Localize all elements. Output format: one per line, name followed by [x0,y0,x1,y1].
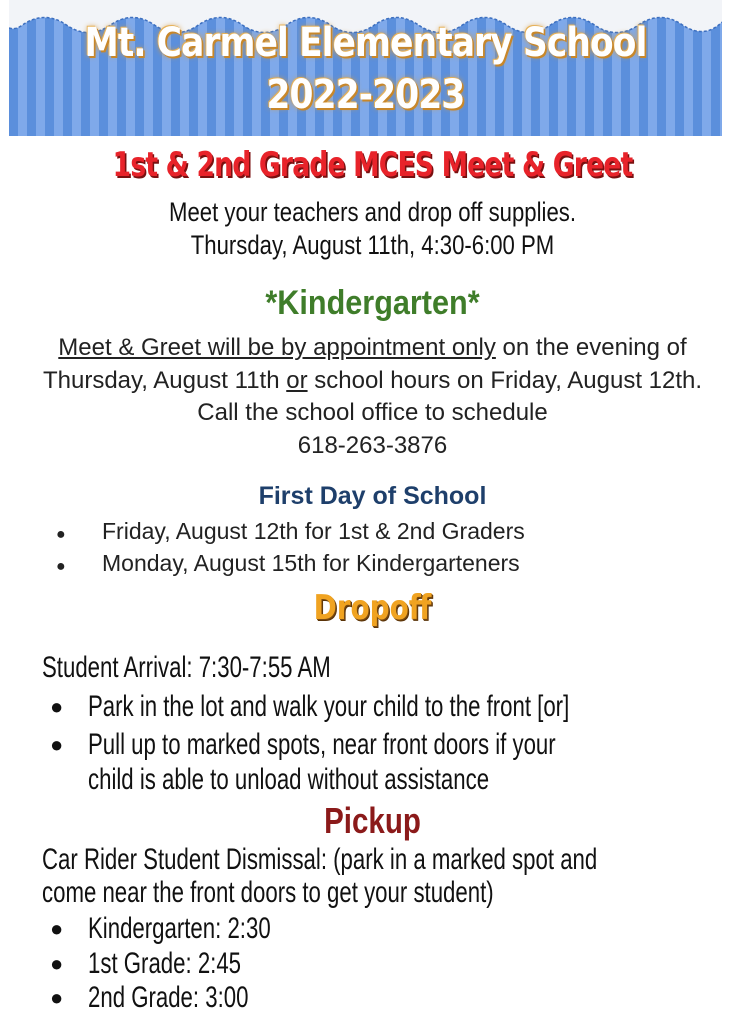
meet-greet-heading: 1st & 2nd Grade MCES Meet & Greet [112,145,633,185]
kindergarten-paragraph [40,332,705,462]
bullet-icon: ● [56,526,66,543]
or-text: or [286,366,308,394]
school-year-title: 2022-2023 [266,72,465,118]
bullet-icon: ● [50,694,64,720]
kindergarten-text-b: school hours on Friday, August 12th. Call the school office to schedule [197,366,703,426]
student-arrival-time: Student Arrival: 7:30-7:55 AM [42,651,331,684]
car-rider-dismissal-text: Car Rider Student Dismissal: (park in a marked spot and [42,843,598,876]
list-item: ● Park in the lot and walk your child to the front [or] [50,690,570,724]
first-day-heading: First Day of School [258,482,487,510]
school-phone-number: 618-263-3876 [297,431,448,459]
dropoff-heading: Dropoff [313,588,432,628]
appointment-only-text: Meet & Greet will be by appointment only [58,334,496,361]
car-rider-dismissal-text-cont: come near the front doors to get your student) [42,876,494,909]
list-item-continuation: child is able to unload without assistance [88,763,490,796]
list-item: ● 1st Grade: 2:45 [50,947,242,981]
kindergarten-heading: *Kindergarten* [265,284,480,322]
header-banner [9,0,722,136]
school-name-title: Mt. Carmel Elementary School [84,20,647,66]
list-item: ● Pull up to marked spots, near front doors if your [50,728,556,762]
bullet-icon: ● [50,732,64,758]
bullet-icon: ● [56,558,66,575]
list-item: ● Friday, August 12th for 1st & 2nd Graders [56,515,525,547]
bullet-icon: ● [50,916,64,942]
bullet-icon: ● [50,951,64,977]
pickup-heading: Pickup [324,800,421,841]
bullet-icon: ● [50,985,64,1011]
list-item: ● Kindergarten: 2:30 [50,912,271,946]
kindergarten-text-a: on the evening of Thursday, August 11th [42,334,687,394]
first-day-list [56,515,525,579]
meet-greet-description: Meet your teachers and drop off supplies. [169,197,576,227]
list-item: ● Monday, August 15th for Kindergarteners [56,547,525,579]
list-item: ● 2nd Grade: 3:00 [50,981,249,1015]
meet-greet-datetime: Thursday, August 11th, 4:30-6:00 PM [190,230,555,260]
